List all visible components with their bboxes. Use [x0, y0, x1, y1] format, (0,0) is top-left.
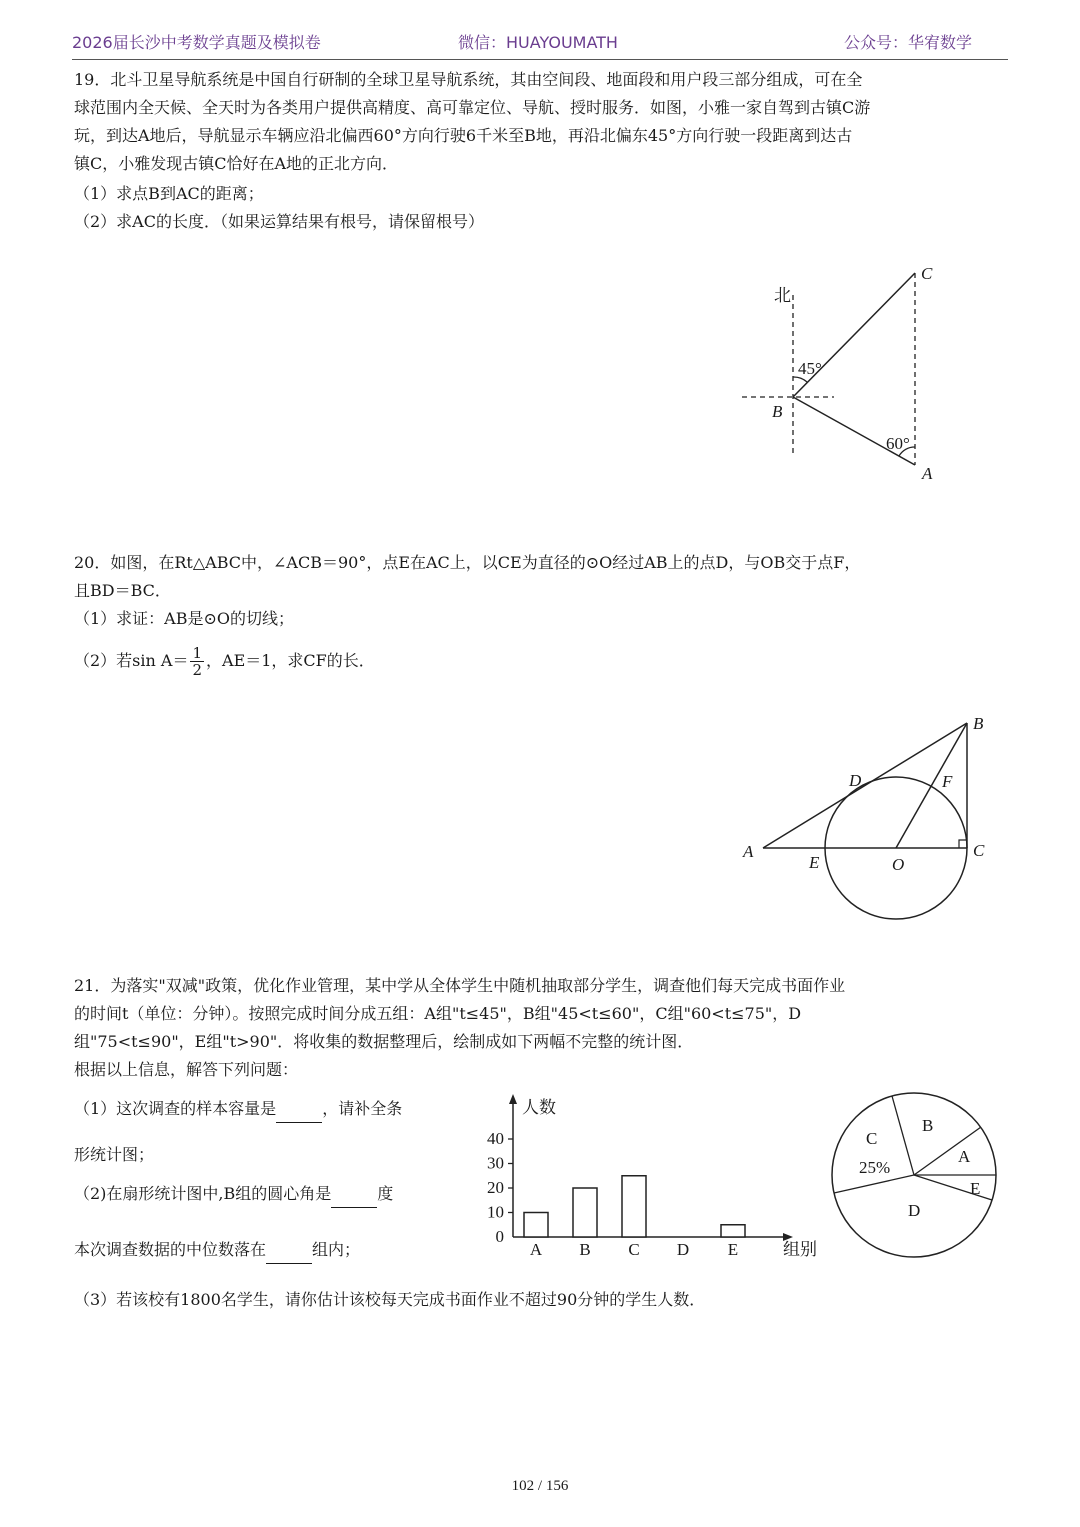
q21-part2-line2 — [74, 1236, 360, 1264]
q19-line-1: 19．北斗卫星导航系统是中国自行研制的全球卫星导航系统，其由空间段、地面段和用户段三部分组成，可在全 — [74, 70, 863, 89]
label-e: E — [809, 853, 820, 872]
y-tick-label: 10 — [487, 1202, 504, 1222]
q19-line-3: 玩，到达A地后，导航显示车辆应沿北偏西60°方向行驶6千米至B地，再沿北偏东45°方向行驶一段距离到达古 — [74, 126, 853, 145]
q21-line-3: 组"75<t≤90"，E组"t>90"．将收集的数据整理后，绘制成如下两幅不完整的统计图． — [74, 1032, 694, 1051]
pie-chart — [828, 1090, 1028, 1265]
bar-b — [573, 1188, 597, 1237]
q21-p1b: ，请补全条 — [322, 1099, 403, 1118]
header-left: 2026届长沙中考数学真题及模拟卷 — [72, 33, 321, 52]
pie-label-d: D — [908, 1201, 921, 1220]
right-angle-mark — [959, 840, 967, 848]
x-category-label: D — [676, 1240, 690, 1259]
q19-part1: （1）求点B到AC的距离； — [74, 184, 264, 203]
q20-part2-post: ，AE＝1，求CF的长． — [206, 651, 375, 670]
label-b: B — [973, 714, 984, 733]
q19-part2: （2）求AC的长度．（如果运算结果有根号，请保留根号） — [74, 212, 484, 231]
label-c: C — [973, 841, 985, 860]
segment-ab — [763, 723, 967, 848]
y-axis-arrow — [509, 1094, 517, 1104]
y-tick-label: 30 — [487, 1153, 504, 1173]
q20-part2 — [74, 645, 375, 678]
x-category-label: A — [529, 1240, 543, 1259]
q20-part1: （1）求证：AB是⊙O的切线； — [74, 609, 295, 628]
answer-blank-sample-size[interactable] — [276, 1104, 322, 1123]
pie-divider-d-c — [834, 1175, 914, 1193]
q21-p2d: 组内； — [312, 1240, 361, 1259]
y-axis-label: 人数 — [522, 1098, 556, 1118]
q19-figure — [730, 255, 960, 490]
pie-divider-c-b — [892, 1096, 914, 1175]
fraction-denominator: 2 — [192, 661, 203, 679]
bar-chart — [475, 1090, 830, 1265]
y-tick-label: 40 — [487, 1129, 504, 1148]
q21-line-4: 根据以上信息，解答下列问题： — [74, 1060, 299, 1079]
q21-p2a: （2)在扇形统计图中,B组的圆心角是 — [74, 1184, 332, 1203]
q19-line-2: 球范围内全天候、全天时为各类用户提供高精度、高可靠定位、导航、授时服务．如图，小雅一家自驾到古镇C游 — [74, 98, 871, 117]
header-divider — [72, 59, 1008, 60]
segment-ab — [793, 397, 915, 465]
q20-figure — [735, 710, 1000, 925]
q20-line-1: 20．如图，在Rt△ABC中，∠ACB＝90°，点E在AC上，以CE为直径的⊙O经过AB上的点D，与OB交于点F， — [74, 553, 861, 572]
q20-line-2: 且BD＝BC． — [74, 581, 171, 600]
x-category-label: C — [628, 1240, 640, 1259]
label-60deg: 60° — [886, 434, 910, 453]
label-a: A — [922, 464, 933, 483]
page-number: 102 / 156 — [511, 1478, 569, 1494]
q21-part1-line1 — [74, 1095, 402, 1123]
label-f: F — [942, 772, 953, 791]
pie-label-c: C — [866, 1129, 878, 1148]
header-center: 微信：HUAYOUMATH — [458, 33, 618, 52]
q21-line-1: 21．为落实"双减"政策，优化作业管理，某中学从全体学生中随机抽取部分学生，调查他们每天完成书面作业 — [74, 976, 846, 995]
answer-blank-b-angle[interactable] — [331, 1189, 377, 1208]
pie-label-e: E — [970, 1179, 981, 1198]
header-right: 公众号：华宥数学 — [844, 33, 973, 52]
label-north: 北 — [774, 286, 791, 306]
bar-c — [622, 1176, 646, 1237]
label-45deg: 45° — [798, 359, 822, 378]
x-axis-label: 组别 — [783, 1240, 817, 1260]
segment-bc — [793, 273, 915, 397]
y-tick-label: 20 — [487, 1178, 504, 1197]
pie-label-a: A — [958, 1147, 971, 1166]
segment-ob — [896, 723, 967, 848]
label-c: C — [921, 264, 933, 283]
q21-p2c: 本次调查数据的中位数落在 — [74, 1240, 267, 1259]
pie-label-b: B — [922, 1116, 934, 1135]
q19-line-4: 镇C，小雅发现古镇C恰好在A地的正北方向． — [74, 154, 399, 173]
q21-p2b: 度 — [377, 1184, 394, 1203]
label-a: A — [743, 842, 754, 861]
label-o: O — [892, 855, 905, 874]
bar-a — [524, 1213, 548, 1238]
y-tick-label: 0 — [495, 1227, 504, 1246]
label-b: B — [772, 402, 783, 421]
q21-line-2: 的时间t（单位：分钟）。按照完成时间分成五组：A组"t≤45"，B组"45<t≤60"，C组"60<t≤75"，D — [74, 1004, 802, 1023]
q21-p1a: （1）这次调查的样本容量是 — [74, 1099, 277, 1118]
x-category-label: B — [579, 1240, 591, 1259]
q21-part3: （3）若该校有1800名学生，请你估计该校每天完成书面作业不超过90分钟的学生人数． — [74, 1290, 706, 1309]
label-d: D — [849, 771, 862, 790]
q21-part2-line1 — [74, 1180, 393, 1208]
answer-blank-median-group[interactable] — [266, 1245, 312, 1264]
bar-e — [721, 1225, 745, 1237]
q20-part2-pre: （2）若sin A＝ — [74, 651, 189, 670]
fraction-numerator: 1 — [192, 644, 203, 662]
q21-p1c: 形统计图； — [74, 1145, 155, 1164]
fraction-one-half — [190, 645, 204, 678]
pie-label-c-percent: 25% — [859, 1158, 891, 1177]
x-category-label: E — [727, 1240, 739, 1259]
